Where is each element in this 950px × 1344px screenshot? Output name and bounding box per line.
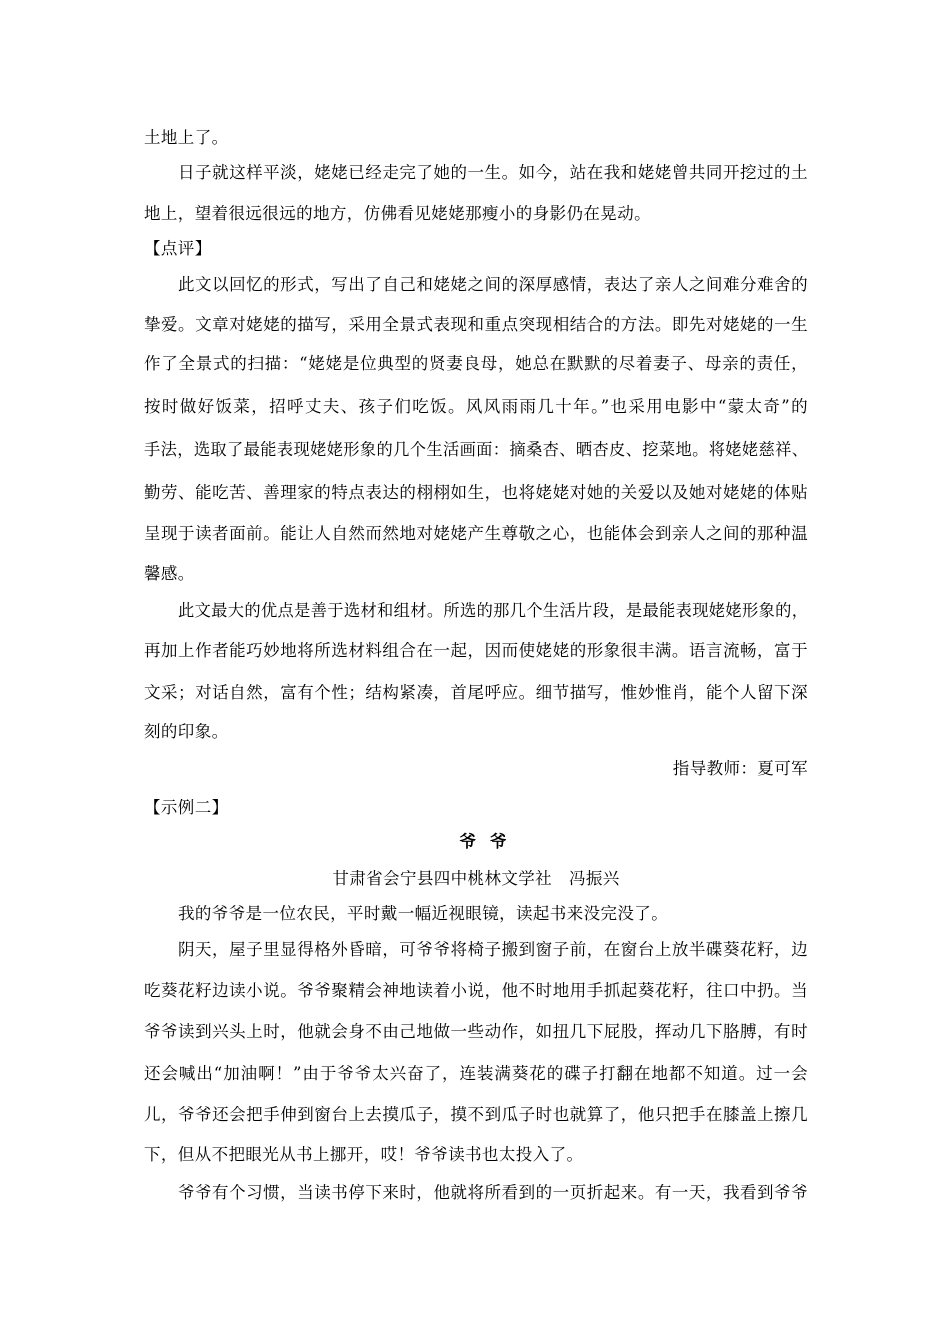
- paragraph-line: 地上，望着很远很远的地方，仿佛看见姥姥那瘦小的身影仍在晃动。: [144, 204, 651, 223]
- paragraph-line: 阴天，屋子里显得格外昏暗，可爷爷将椅子搬到窗子前，在窗台上放半碟葵花籽，边: [178, 940, 808, 959]
- paragraph-line: 呈现于读者面前。能让人自然而然地对姥姥产生尊敬之心，也能体会到亲人之间的那种温: [144, 524, 808, 543]
- paragraph-line: 此文以回忆的形式，写出了自己和姥姥之间的深厚感情，表达了亲人之间难分难舍的: [178, 275, 808, 294]
- paragraph-line: 刻的印象。: [144, 722, 229, 741]
- paragraph-line: 按时做好饭菜，招呼丈夫、孩子们吃饭。风风雨雨几十年。”也采用电影中“蒙太奇”的: [144, 397, 808, 416]
- paragraph-line: 文采；对话自然，富有个性；结构紧凑，首尾呼应。细节描写，惟妙惟肖，能个人留下深: [144, 683, 808, 702]
- paragraph-line: 再加上作者能巧妙地将所选材料组合在一起，因而使姥姥的形象很丰满。语言流畅，富于: [144, 641, 808, 660]
- paragraph-line: 爷爷有个习惯，当读书停下来时，他就将所看到的一页折起来。有一天，我看到爷爷: [178, 1183, 808, 1202]
- section-heading-comment: 【点评】: [144, 239, 212, 258]
- paragraph-line: 此文最大的优点是善于选材和组材。所选的那几个生活片段，是最能表现姥姥形象的，: [178, 601, 808, 620]
- paragraph-line: 儿，爷爷还会把手伸到窗台上去摸瓜子，摸不到瓜子时也就算了，他只把手在膝盖上擦几: [144, 1105, 808, 1124]
- teacher-signature: 指导教师：夏可军: [672, 759, 808, 778]
- paragraph-line: 吃葵花籽边读小说。爷爷聚精会神地读着小说，他不时地用手抓起葵花籽，往口中扔。当: [144, 981, 808, 1000]
- essay-title: 爷爷: [459, 832, 521, 851]
- paragraph-line: 爷爷读到兴头上时，他就会身不由己地做一些动作，如扭几下屁股，挥动几下胳膊，有时: [144, 1022, 808, 1041]
- section-heading-example: 【示例二】: [144, 798, 229, 817]
- paragraph-line: 挚爱。文章对姥姥的描写，采用全景式表现和重点突现相结合的方法。即先对姥姥的一生: [144, 315, 808, 334]
- paragraph-line: 下，但从不把眼光从书上挪开，哎！爷爷读书也太投入了。: [144, 1145, 584, 1164]
- paragraph-line: 还会喊出“加油啊！”由于爷爷太兴奋了，连装满葵花的碟子打翻在地都不知道。过一会: [144, 1064, 808, 1083]
- paragraph-line: 日子就这样平淡，姥姥已经走完了她的一生。如今，站在我和姥姥曾共同开挖过的土: [178, 163, 808, 182]
- paragraph-line: 手法，选取了最能表现姥姥形象的几个生活画面：摘桑杏、晒杏皮、挖菜地。将姥姥慈祥、: [144, 440, 808, 459]
- paragraph-line: 勤劳、能吃苦、善理家的特点表达的栩栩如生，也将姥姥对她的关爱以及她对姥姥的体贴: [144, 483, 808, 502]
- paragraph-line: 土地上了。: [144, 128, 229, 147]
- paragraph-line: 馨感。: [144, 564, 195, 583]
- paragraph-line: 作了全景式的扫描：“姥姥是位典型的贤妻良母，她总在默默的尽着妻子、母亲的责任，: [144, 354, 808, 373]
- paragraph-line: 我的爷爷是一位农民，平时戴一幅近视眼镜，读起书来没完没了。: [178, 904, 669, 923]
- essay-author: 甘肃省会宁县四中桃林文学社 冯振兴: [332, 869, 620, 888]
